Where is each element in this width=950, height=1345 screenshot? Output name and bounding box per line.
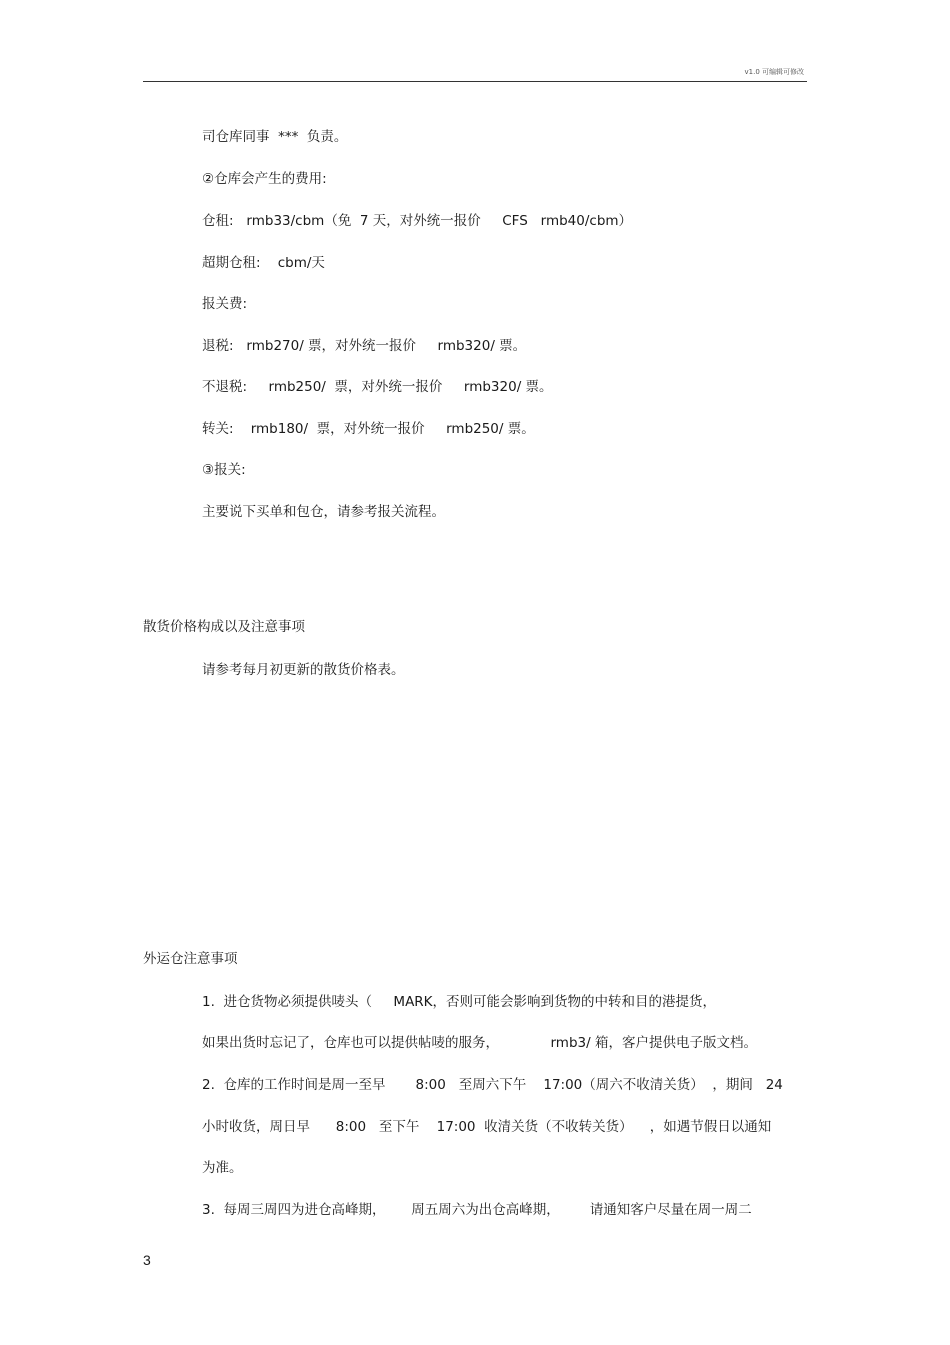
text-line: 超期仓租: cbm/天	[202, 255, 325, 271]
section-title-outbound-warehouse: 外运仓注意事项	[143, 951, 238, 967]
text-line: 报关费:	[202, 296, 248, 312]
text-line: 主要说下买单和包仓，请参考报关流程。	[202, 504, 445, 520]
section-title-bulk-pricing: 散货价格构成以及注意事项	[143, 619, 305, 635]
text-line: 请参考每月初更新的散货价格表。	[202, 662, 405, 678]
list-item: 1. 进仓货物必须提供唛头（ MARK，否则可能会影响到货物的中转和目的港提货，	[202, 994, 717, 1010]
list-item-continuation: 小时收货，周日早 8:00 至下午 17:00 收清关货（不收转关货） ，如遇节假日以通知	[202, 1119, 772, 1135]
text-line: 仓租: rmb33/cbm（免 7 天，对外统一报价 CFS rmb40/cbm）	[202, 213, 633, 229]
text-line: 司仓库同事 *** 负责。	[202, 129, 348, 145]
text-line: 退税: rmb270/ 票，对外统一报价 rmb320/ 票。	[202, 338, 527, 354]
list-item: 3. 每周三周四为进仓高峰期， 周五周六为出仓高峰期， 请通知客户尽量在周一周二	[202, 1202, 752, 1218]
list-item-continuation: 如果出货时忘记了，仓库也可以提供帖唛的服务， rmb3/ 箱，客户提供电子版文档。	[202, 1035, 757, 1051]
text-line: ③报关:	[202, 462, 246, 478]
list-item-continuation: 为准。	[202, 1160, 243, 1176]
list-item: 2. 仓库的工作时间是周一至早 8:00 至周六下午 17:00（周六不收清关货） ，期间 24	[202, 1077, 783, 1093]
header-version: v1.0 可编辑可修改	[744, 68, 804, 76]
text-line: 不退税: rmb250/ 票，对外统一报价 rmb320/ 票。	[202, 379, 553, 395]
header-divider	[143, 81, 807, 82]
text-line: 转关: rmb180/ 票，对外统一报价 rmb250/ 票。	[202, 421, 535, 437]
text-line: ②仓库会产生的费用:	[202, 171, 327, 187]
page-number: 3	[143, 1252, 151, 1268]
